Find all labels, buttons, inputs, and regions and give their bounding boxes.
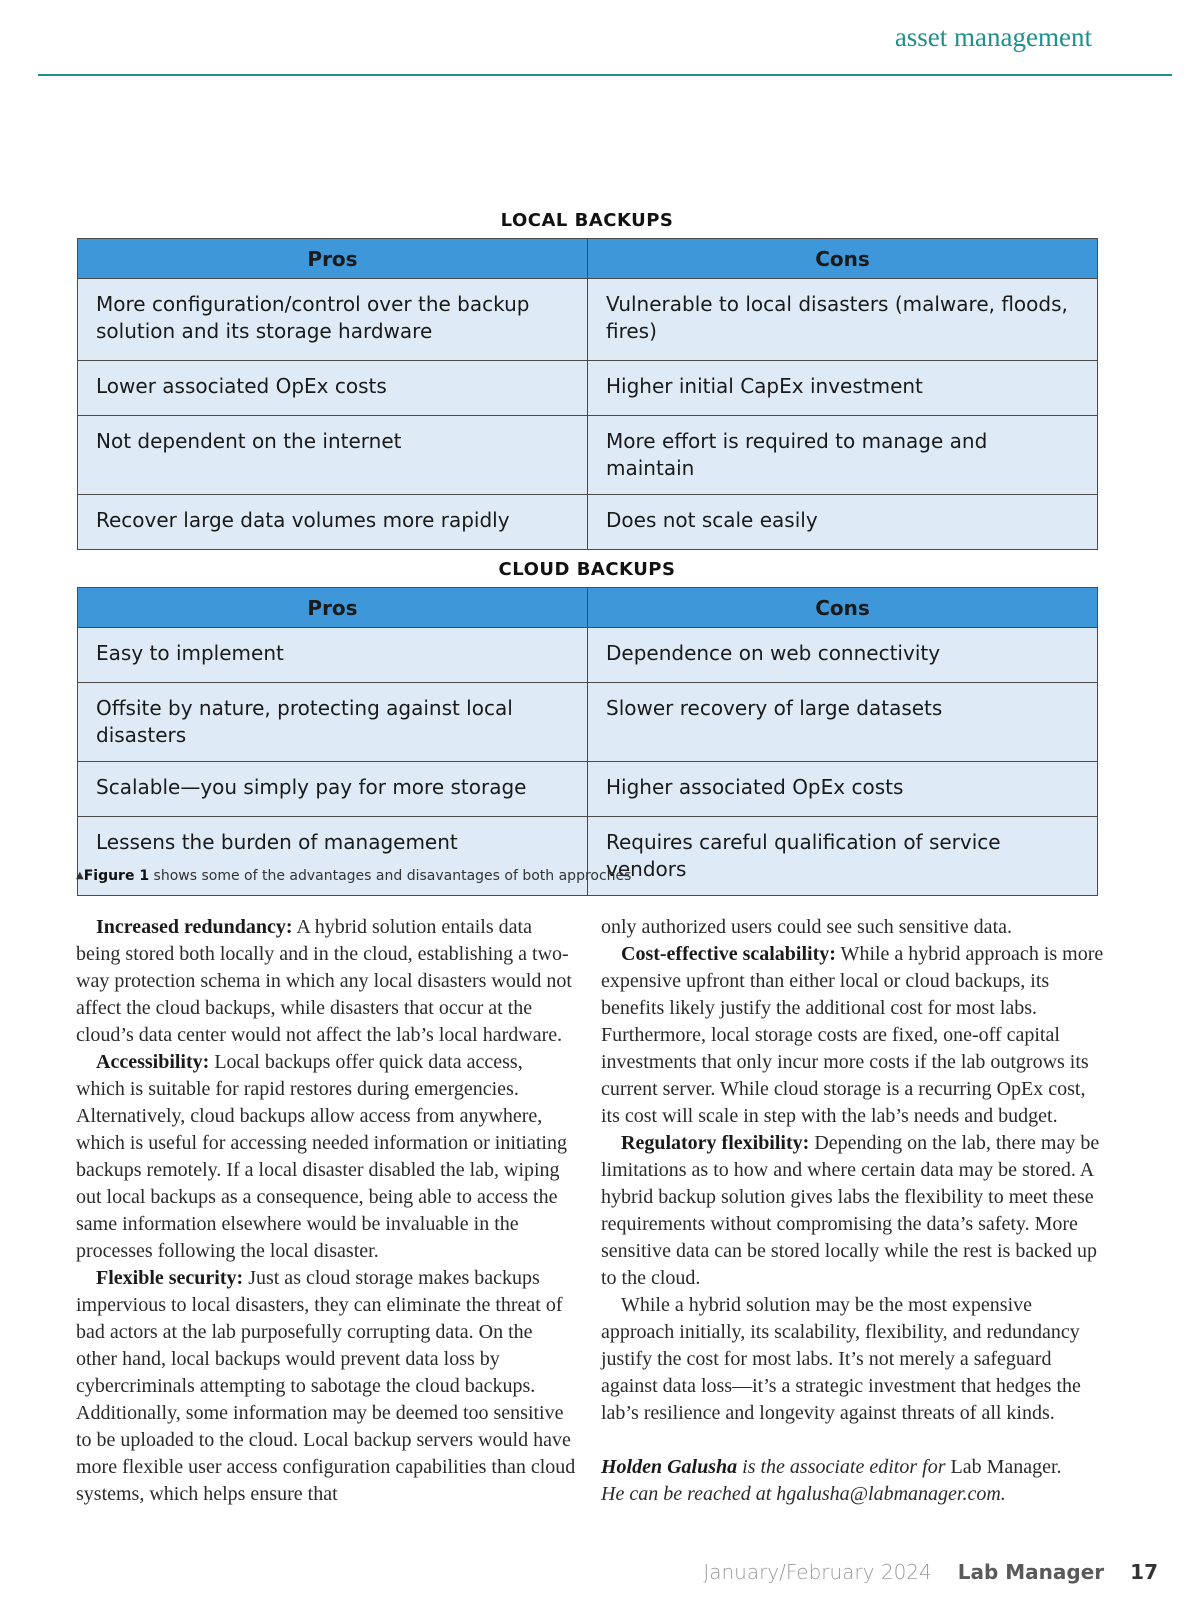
con-cell: Higher associated OpEx costs xyxy=(588,762,1098,817)
table-header-row xyxy=(78,588,1098,628)
cons-header: Cons xyxy=(588,239,1098,279)
cloud-table-title: CLOUD BACKUPS xyxy=(498,559,676,580)
pro-cell: Offsite by nature, protecting against local disasters xyxy=(78,683,588,762)
figure-caption xyxy=(76,868,631,884)
paragraph-heading: Increased redundancy: xyxy=(96,916,293,938)
pro-cell: Lower associated OpEx costs xyxy=(78,361,588,416)
con-cell: More effort is required to manage and maintain xyxy=(588,416,1098,495)
author-bio xyxy=(601,1454,1106,1508)
con-cell: Higher initial CapEx investment xyxy=(588,361,1098,416)
cloud-backups-table xyxy=(77,587,1098,896)
table-header-row xyxy=(78,239,1098,279)
author-name: Holden Galusha xyxy=(601,1456,738,1478)
con-cell: Vulnerable to local disasters (malware, floods, fires) xyxy=(588,279,1098,361)
table-row xyxy=(78,416,1098,495)
paragraph xyxy=(601,1130,1106,1292)
author-contact: He can be reached at hgalusha@labmanager.com. xyxy=(601,1483,1006,1505)
table-row xyxy=(78,361,1098,416)
figure-label: Figure 1 xyxy=(83,868,150,884)
pro-cell: Not dependent on the internet xyxy=(78,416,588,495)
article-column-right xyxy=(601,914,1106,1508)
paragraph-body: While a hybrid approach is more expensive upfront than either local or cloud backups, its benefits likely justify the additional cost for most labs. Furthermore, local storage costs are fixed, one-off capital investments that only incur more costs if the lab outgrows its current server. While cloud storage is a recurring OpEx cost, its cost will scale in step with the lab’s needs and budget. xyxy=(601,943,1104,1127)
paragraph: only authorized users could see such sensitive data. xyxy=(601,916,1012,938)
pro-cell: Recover large data volumes more rapidly xyxy=(78,495,588,550)
con-cell: Slower recovery of large datasets xyxy=(588,683,1098,762)
issue-date: January/February 2024 xyxy=(703,1560,932,1584)
page-number: 17 xyxy=(1130,1560,1158,1584)
page-footer xyxy=(703,1560,1158,1584)
magazine-name: Lab Manager xyxy=(957,1560,1105,1584)
pro-cell: More configuration/control over the backup solution and its storage hardware xyxy=(78,279,588,361)
paragraph xyxy=(76,1049,576,1265)
table-row xyxy=(78,628,1098,683)
pro-cell: Lessens the burden of management xyxy=(78,817,588,896)
table-row xyxy=(78,279,1098,361)
up-triangle-icon: ▲ xyxy=(76,870,84,881)
table-row xyxy=(78,495,1098,550)
paragraph-body: Depending on the lab, there may be limitations as to how and where certain data may be stored. A hybrid backup solution gives labs the flexibility to meet these requirements without compromising the data’s safety. More sensitive data can be stored locally while the rest is backed up to the cloud. xyxy=(601,1132,1100,1289)
pros-header: Pros xyxy=(78,239,588,279)
bio-text: is the associate editor for xyxy=(737,1456,951,1478)
caption-text: shows some of the advantages and disavantages of both approches xyxy=(149,868,632,884)
paragraph-heading: Regulatory flexibility: xyxy=(621,1132,810,1154)
paragraph-heading: Flexible security: xyxy=(96,1267,244,1289)
pros-header: Pros xyxy=(78,588,588,628)
table-row xyxy=(78,683,1098,762)
con-cell: Dependence on web connectivity xyxy=(588,628,1098,683)
section-tag: asset management xyxy=(894,22,1092,52)
paragraph xyxy=(601,941,1106,1130)
paragraph xyxy=(76,914,576,1049)
paragraph-heading: Cost-effective scalability: xyxy=(621,943,836,965)
con-cell: Requires careful qualification of service vendors xyxy=(588,817,1098,896)
paragraph-body: Local backups offer quick data access, which is suitable for rapid restores during emergencies. Alternatively, cloud backups allow access from anywhere, which is useful for accessing needed information or initiating backups remotely. If a local disaster disabled the lab, wiping out local backups as a consequence, being able to access the same information elsewhere would be invaluable in the processes following the local disaster. xyxy=(76,1051,567,1262)
article-column-left xyxy=(76,914,576,1508)
local-table-title: LOCAL BACKUPS xyxy=(500,210,674,231)
header-rule xyxy=(38,74,1172,76)
publication-name: Lab Manager. xyxy=(950,1456,1062,1478)
paragraph-body: A hybrid solution entails data being stored both locally and in the cloud, establishing a two-way protection schema in which any local disasters would not affect the cloud backups, while disasters that occur at the cloud’s data center would not affect the lab’s local hardware. xyxy=(76,916,572,1046)
pro-cell: Easy to implement xyxy=(78,628,588,683)
paragraph: While a hybrid solution may be the most expensive approach initially, its scalability, flexibility, and redundancy justify the cost for most labs. It’s not merely a safeguard against data loss—it’s a strategic investment that hedges the lab’s resilience and longevity against threats of all kinds. xyxy=(601,1294,1081,1424)
paragraph-body: Just as cloud storage makes backups impervious to local disasters, they can eliminate the threat of bad actors at the lab purposefully corrupting data. On the other hand, local backups would prevent data loss by cybercriminals attempting to sabotage the cloud backups. Additionally, some information may be deemed too sensitive to be uploaded to the cloud. Local backup servers would have more flexible user access configuration capabilities than cloud systems, which helps ensure that xyxy=(76,1267,576,1505)
cons-header: Cons xyxy=(588,588,1098,628)
paragraph xyxy=(76,1265,576,1508)
pro-cell: Scalable—you simply pay for more storage xyxy=(78,762,588,817)
table-row xyxy=(78,762,1098,817)
local-backups-table xyxy=(77,238,1098,550)
paragraph-heading: Accessibility: xyxy=(96,1051,210,1073)
con-cell: Does not scale easily xyxy=(588,495,1098,550)
